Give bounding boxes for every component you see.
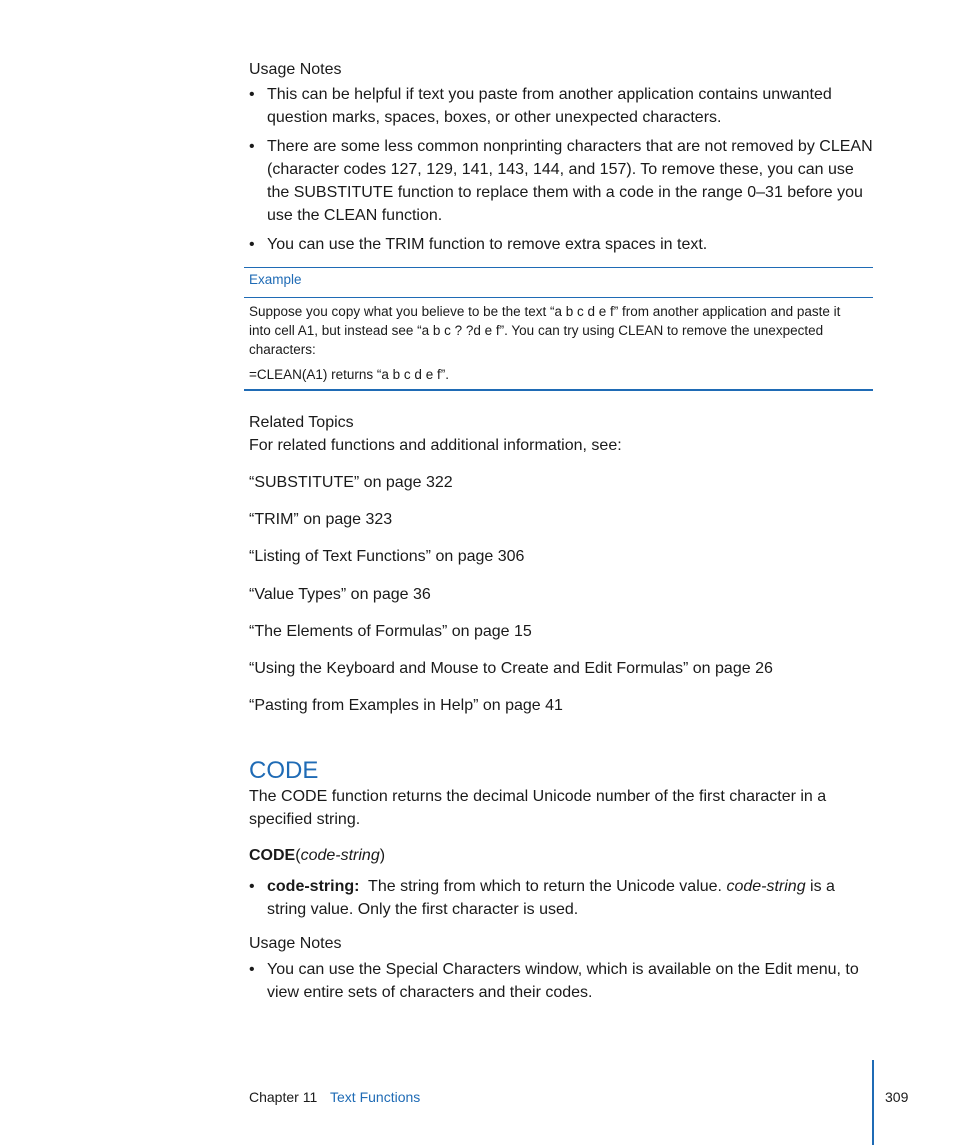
- related-link[interactable]: “Using the Keyboard and Mouse to Create and Edit Formulas” on page 26: [249, 660, 773, 677]
- example-top-rule: [244, 267, 873, 268]
- list-item: • There are some less common nonprinting characters that are not removed by CLEAN (character codes 127, 129, 141, 143, 144, and 157). To remove these, you can use the SUBSTITUTE function to replace them with a code in the range 0–31 before you use the CLEAN function.: [249, 135, 874, 227]
- related-link[interactable]: “The Elements of Formulas” on page 15: [249, 623, 532, 640]
- footer-chapter: Chapter 11: [249, 1089, 318, 1105]
- usage-notes-heading: Usage Notes: [249, 935, 342, 952]
- list-item: • code-string: The string from which to return the Unicode value. code-string is a string value. Only the first character is used.: [249, 875, 874, 921]
- usage-notes-heading: Usage Notes: [249, 61, 342, 78]
- example-bottom-rule: [244, 389, 873, 391]
- example-divider: [244, 297, 873, 298]
- related-link[interactable]: “Listing of Text Functions” on page 306: [249, 548, 525, 565]
- footer-divider: [872, 1060, 874, 1145]
- list-item: • This can be helpful if text you paste from another application contains unwanted question marks, spaces, boxes, or other unexpected characters.: [249, 83, 874, 129]
- related-link[interactable]: “SUBSTITUTE” on page 322: [249, 474, 453, 491]
- code-syntax: CODE(code-string): [249, 847, 386, 864]
- bullet-icon: •: [249, 878, 255, 895]
- example-label: Example: [249, 272, 302, 287]
- example-formula: =CLEAN(A1) returns “a b c d e f”.: [249, 367, 449, 382]
- footer-section-link[interactable]: Text Functions: [330, 1089, 421, 1105]
- bullet-icon: •: [249, 86, 255, 103]
- bullet-icon: •: [249, 138, 255, 155]
- bullet-icon: •: [249, 236, 255, 253]
- argument-list: [249, 875, 874, 921]
- usage-notes-list: [249, 83, 874, 256]
- list-item: • You can use the Special Characters window, which is available on the Edit menu, to view entire sets of characters and their codes.: [249, 958, 874, 1004]
- usage-notes-list: [249, 958, 874, 1004]
- related-link[interactable]: “Pasting from Examples in Help” on page 41: [249, 697, 563, 714]
- page-number: 309: [885, 1089, 909, 1105]
- related-topics-intro: For related functions and additional information, see:: [249, 437, 622, 454]
- argument-name: code-string:: [267, 878, 360, 895]
- related-link[interactable]: “TRIM” on page 323: [249, 511, 393, 528]
- related-topics-heading: Related Topics: [249, 414, 354, 431]
- section-title: CODE: [249, 757, 319, 784]
- code-description: The CODE function returns the decimal Unicode number of the first character in a specified string.: [249, 788, 827, 828]
- list-item: • You can use the TRIM function to remove extra spaces in text.: [249, 233, 874, 256]
- related-link[interactable]: “Value Types” on page 36: [249, 586, 431, 603]
- bullet-icon: •: [249, 961, 255, 978]
- example-text: Suppose you copy what you believe to be the text “a b c d e f” from another application and paste it into cell A1, but instead see “a b c ? ?d e f”. You can try using CLEAN to remove the unexpected characters:: [249, 304, 841, 357]
